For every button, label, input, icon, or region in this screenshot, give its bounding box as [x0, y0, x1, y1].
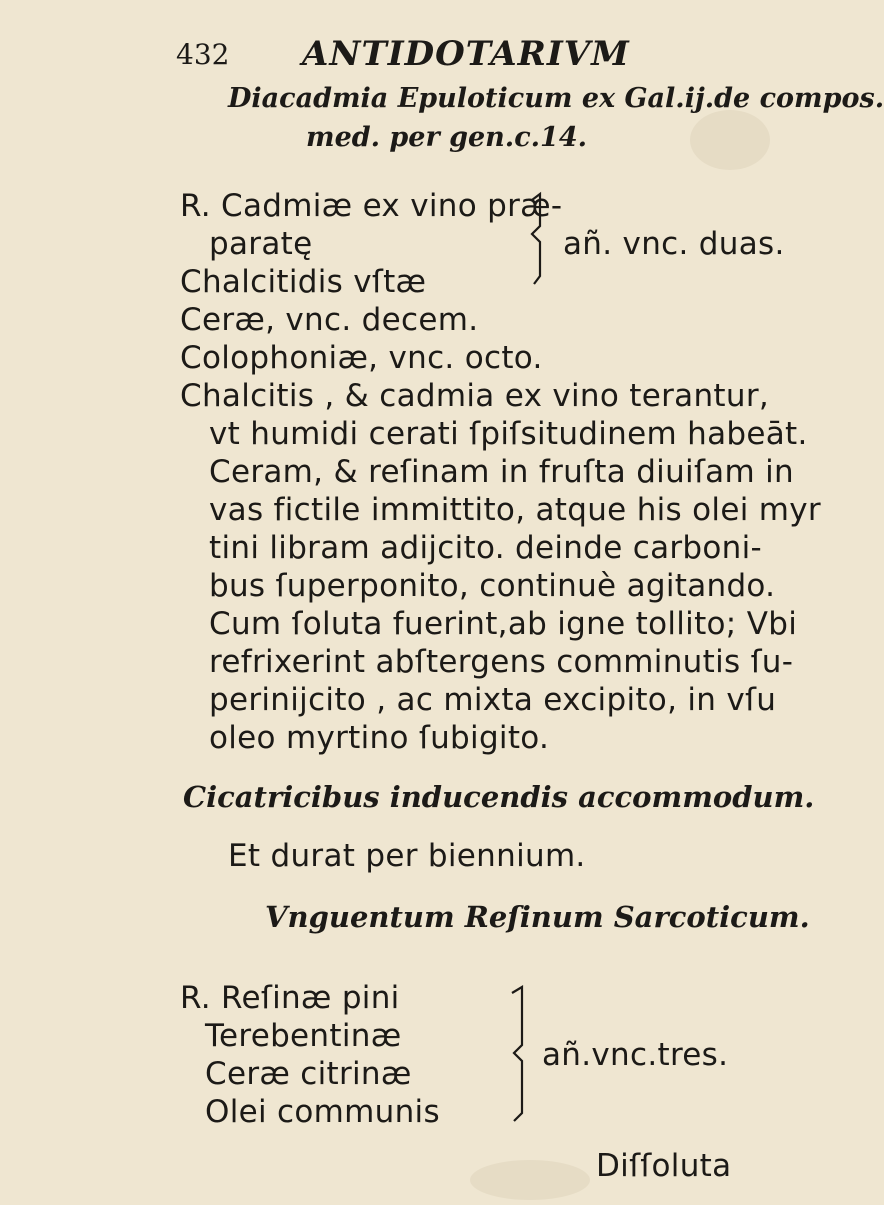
- usage-note: Cicatricibus inducendis accommodum.: [183, 780, 815, 814]
- recipe-line: Olei communis: [205, 1094, 440, 1130]
- section-title-line-2: med. per gen.c.14.: [306, 122, 588, 153]
- paragraph-line: vas fictile immittito, atque his olei myr: [209, 492, 821, 528]
- bracket-icon: [528, 192, 558, 288]
- recipe-line: Chalcitidis vſtæ: [180, 264, 427, 300]
- paragraph-line: Chalcitis , & cadmia ex vino terantur,: [180, 378, 770, 414]
- recipe-line: Colophoniæ, vnc. octo.: [180, 340, 543, 376]
- paragraph-line: tini libram adijcito. deinde carboni-: [209, 530, 763, 566]
- paragraph-line: oleo myrtino ſubigito.: [209, 720, 550, 756]
- paragraph-line: perinijcito , ac mixta excipito, in vſu: [209, 682, 777, 718]
- recipe-quantity: añ.vnc.tres.: [542, 1037, 729, 1073]
- section-title-line-1: Diacadmia Epuloticum ex Gal.ij.de compos.: [228, 83, 884, 114]
- paragraph-line: vt humidi cerati ſpiſsitudinem habeāt.: [209, 416, 808, 452]
- recipe-line: Terebentinæ: [205, 1018, 402, 1054]
- paper-stain: [690, 110, 770, 170]
- recipe-line: Ceræ citrinæ: [205, 1056, 412, 1092]
- recipe-line: R. Reſinæ pini: [180, 980, 400, 1016]
- section-title: Vnguentum Reſinum Sarcoticum.: [265, 900, 810, 934]
- recipe-line: Ceræ, vnc. decem.: [180, 302, 479, 338]
- running-title: ANTIDOTARIVM: [302, 34, 630, 74]
- paper-stain: [470, 1160, 590, 1200]
- recipe-line: R. Cadmiæ ex vino præ-: [180, 188, 563, 224]
- recipe-quantity: añ. vnc. duas.: [563, 226, 785, 262]
- duration-note: Et durat per biennium.: [228, 838, 586, 874]
- paragraph-line: Cum ſoluta fuerint,ab igne tollito; Vbi: [209, 606, 798, 642]
- paragraph-line: bus ſuperponito, continuè agitando.: [209, 568, 776, 604]
- recipe-line: paratę: [209, 226, 313, 262]
- paragraph-line: Ceram, & reſinam in fruſta diuiſam in: [209, 454, 794, 490]
- bracket-icon: [508, 985, 538, 1125]
- page-number: 432: [176, 38, 230, 71]
- paragraph-line: refrixerint abſtergens comminutis ſu-: [209, 644, 794, 680]
- catchword: Diſſoluta: [596, 1148, 732, 1184]
